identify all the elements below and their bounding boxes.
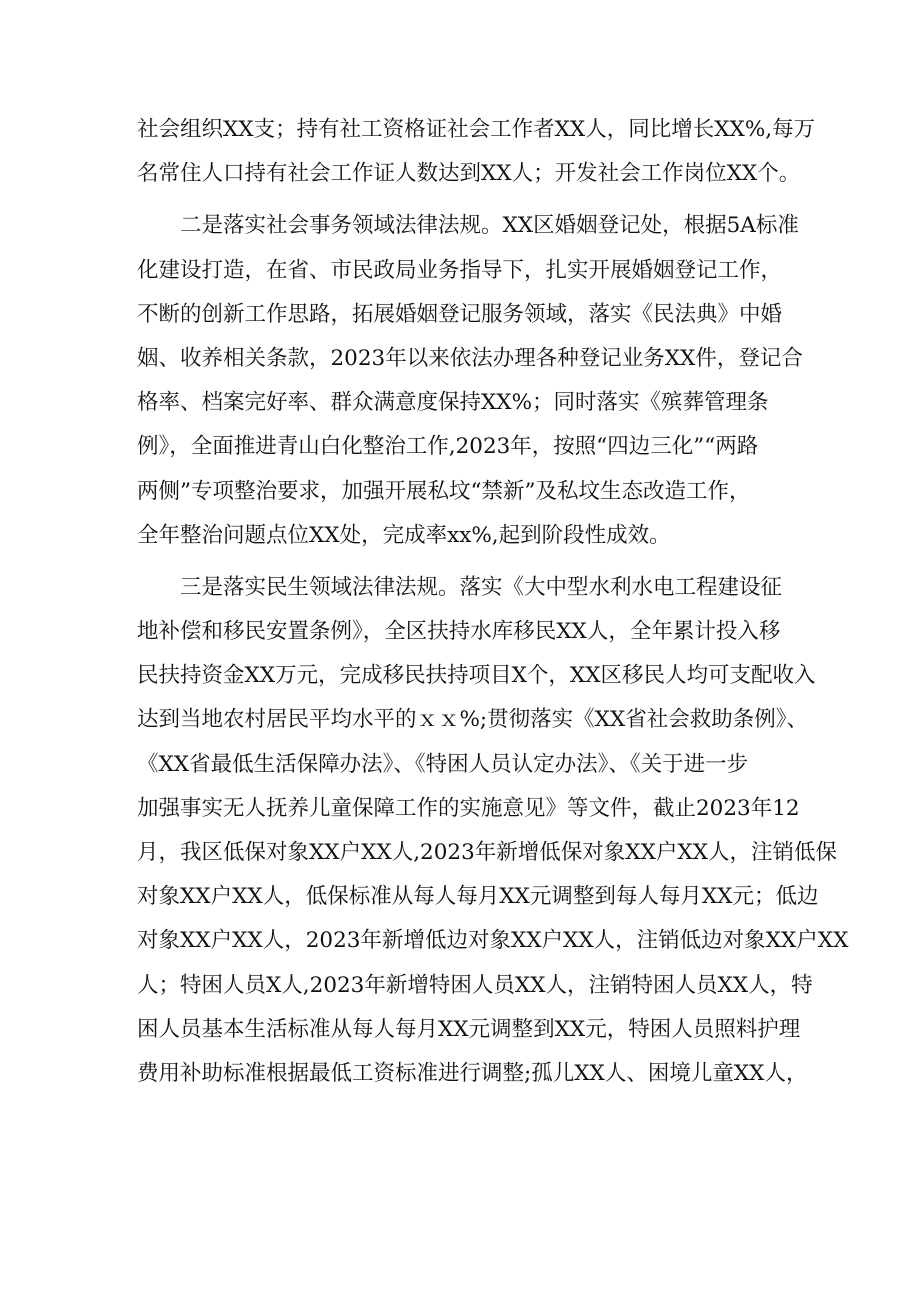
- text-line: 人；特困人员X人,2023年新增特困人员XX人，注销特困人员XX人，特: [137, 972, 813, 998]
- text-line: 全年整治问题点位XX处，完成率xx%,起到阶段性成效。: [137, 522, 671, 548]
- text-line: 二是落实社会事务领域法律法规。XX区婚姻登记处，根据5A标准: [180, 213, 799, 239]
- text-line: 三是落实民生领域法律法规。落实《大中型水利水电工程建设征: [180, 574, 783, 600]
- text-line: 《XX省最低生活保障办法》、《特困人员认定办法》、《关于进一步: [137, 751, 749, 777]
- text-line: 例》，全面推进青山白化整治工作,2023年，按照“四边三化”“两路: [137, 434, 759, 460]
- document-body: [137, 108, 849, 1096]
- text-line: 姻、收养相关条款，2023年以来依法办理各种登记业务XX件，登记合: [137, 345, 803, 371]
- text-line: 对象XX户XX人，2023年新增低边对象XX户XX人，注销低边对象XX户XX: [137, 928, 849, 954]
- text-line: 民扶持资金XX万元，完成移民扶持项目X个，XX区移民人均可支配收入: [137, 663, 816, 689]
- text-line: 达到当地农村居民平均水平的ｘｘ%;贯彻落实《XX省社会救助条例》、: [137, 707, 809, 733]
- text-line: 格率、档案完好率、群众满意度保持XX%；同时落实《殡葬管理条: [137, 390, 769, 416]
- paragraph-social-workers: [137, 108, 816, 196]
- text-line: 费用补助标准根据最低工资标准进行调整;孤儿XX人、困境儿童XX人，: [137, 1060, 808, 1086]
- text-line: 加强事实无人抚养儿童保障工作的实施意见》等文件，截止2023年12: [137, 795, 800, 821]
- text-line: 地补偿和移民安置条例》，全区扶持水库移民XX人，全年累计投入移: [137, 619, 781, 645]
- text-line: 月，我区低保对象XX户XX人,2023年新增低保对象XX户XX人，注销低保: [137, 840, 838, 865]
- paragraph-livelihood: [137, 566, 849, 1096]
- text-line: 社会组织XX支；持有社工资格证社会工作者XX人，同比增长XX%,每万: [137, 117, 816, 142]
- text-line: 困人员基本生活标准从每人每月XX元调整到XX元，特困人员照料护理: [137, 1016, 801, 1042]
- text-line: 名常住人口持有社会工作证人数达到XX人；开发社会工作岗位XX个。: [137, 161, 801, 187]
- text-line: 对象XX户XX人，低保标准从每人每月XX元调整到每人每月XX元；低边: [137, 884, 819, 910]
- text-line: 不断的创新工作思路，拓展婚姻登记服务领域，落实《民法典》中婚: [137, 301, 783, 327]
- paragraph-social-affairs: [137, 204, 803, 558]
- text-line: 化建设打造，在省、市民政局业务指导下，扎实开展婚姻登记工作，: [137, 257, 783, 283]
- text-line: 两侧”专项整治要求，加强开展私坟“禁新”及私坟生态改造工作，: [137, 478, 751, 504]
